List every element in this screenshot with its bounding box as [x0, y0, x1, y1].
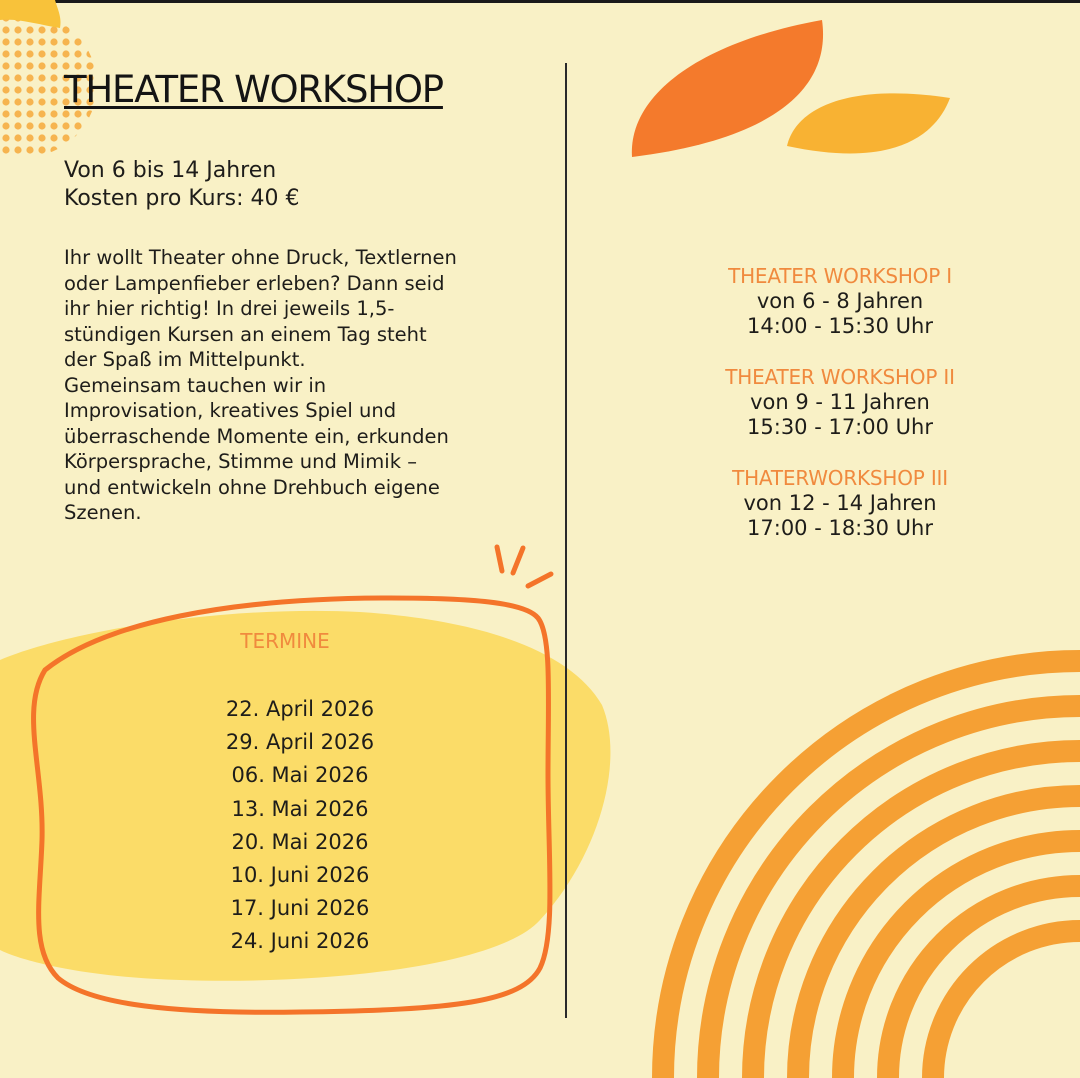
date-item: 06. Mai 2026	[231, 763, 369, 788]
workshop-time: 14:00 - 15:30 Uhr	[747, 314, 933, 338]
leaf-light-orange	[787, 93, 950, 153]
date-item: 22. April 2026	[225, 697, 375, 721]
course-info	[64, 157, 300, 213]
workshop-title: THEATER WORKSHOP II	[725, 365, 955, 389]
spark-lines	[497, 547, 551, 586]
workshop-ages: von 12 - 14 Jahren	[743, 491, 937, 515]
workshop-time: 17:00 - 18:30 Uhr	[747, 516, 933, 540]
workshop-title: THEATER WORKSHOP I	[728, 264, 952, 288]
description: Ihr wollt Theater ohne Druck, Textlernen oder Lampenfieber erleben? Dann seid ihr hier richtig! In drei jeweils 1,5- stündigen Kursen an einem Tag steht der Spaß im Mittelpunkt. Gemeinsam tauchen wir in Improvisation, kreatives Spiel und überraschende Momente ein, erkunden Körpersprache, Stimme und Mimik – und entwickeln ohne Drehbuch eigene Szenen.	[64, 246, 457, 524]
workshop-list	[690, 263, 990, 566]
termine-heading: TERMINE	[240, 629, 330, 653]
date-item: 13. Mai 2026	[231, 796, 369, 821]
workshop-time: 15:30 - 17:00 Uhr	[747, 415, 933, 439]
cost: Kosten pro Kurs: 40 €	[64, 186, 300, 211]
workshop-ages: von 9 - 11 Jahren	[750, 390, 930, 414]
date-item: 20. Mai 2026	[231, 829, 369, 854]
workshop-item	[690, 263, 990, 339]
rainbow-arcs	[663, 661, 1080, 1078]
workshop-title: THATERWORKSHOP III	[732, 466, 948, 490]
date-list	[160, 693, 440, 959]
date-item: 10. Juni 2026	[230, 863, 370, 888]
workshop-item	[690, 465, 990, 541]
workshop-ages: von 6 - 8 Jahren	[756, 289, 924, 313]
vertical-divider	[565, 63, 567, 1018]
date-item: 24. Juni 2026	[230, 929, 370, 954]
page-title: THEATER WORKSHOP	[64, 68, 443, 111]
date-item: 17. Juni 2026	[230, 896, 370, 921]
age-range: Von 6 bis 14 Jahren	[64, 158, 277, 183]
workshop-item	[690, 364, 990, 440]
date-item: 29. April 2026	[225, 730, 375, 755]
